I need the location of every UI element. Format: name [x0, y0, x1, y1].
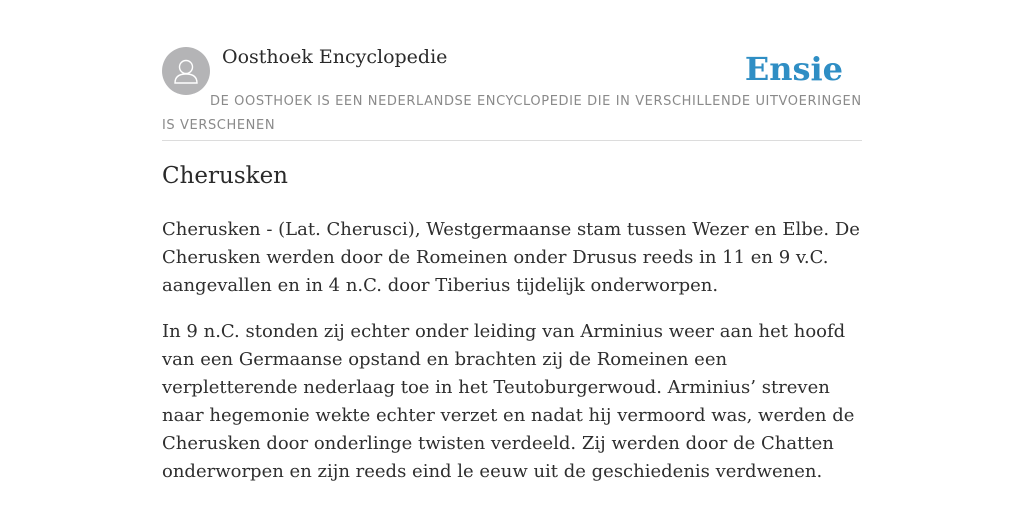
avatar[interactable] [162, 47, 210, 95]
article-paragraph: In 9 n.C. stonden zij echter onder leiding van Arminius weer aan het hoofd van een Germaanse opstand en brachten zij de Romeinen een verpletterende nederlaag toe in het Teutoburgerwoud. Arminius’ streven naar hegemonie wekte echter verzet en nadat hij vermoord was, werden de Cherusken door onderlinge twisten verdeeld. Zij werden door de Chatten onderworpen en zijn reeds eind le eeuw uit de geschiedenis verdwenen. [162, 321, 855, 482]
article-title: Cherusken [162, 163, 288, 189]
article-body [162, 216, 862, 504]
brand-logo[interactable]: Ensie [744, 50, 843, 88]
article-paragraph: Cherusken - (Lat. Cherusci), Westgermaanse stam tussen Wezer en Elbe. De Cherusken werden door de Romeinen onder Drusus reeds in 11 en 9 v.C. aangevallen en in 4 n.C. door Tiberius tijdelijk onderworpen. [162, 219, 860, 296]
source-header [162, 44, 862, 141]
user-icon [162, 47, 210, 95]
source-description: DE OOSTHOEK IS EEN NEDERLANDSE ENCYCLOPEDIE DIE IN VERSCHILLENDE UITVOERINGEN IS VERSCHENEN [162, 94, 862, 133]
source-name-link[interactable]: Oosthoek Encyclopedie [222, 46, 448, 68]
